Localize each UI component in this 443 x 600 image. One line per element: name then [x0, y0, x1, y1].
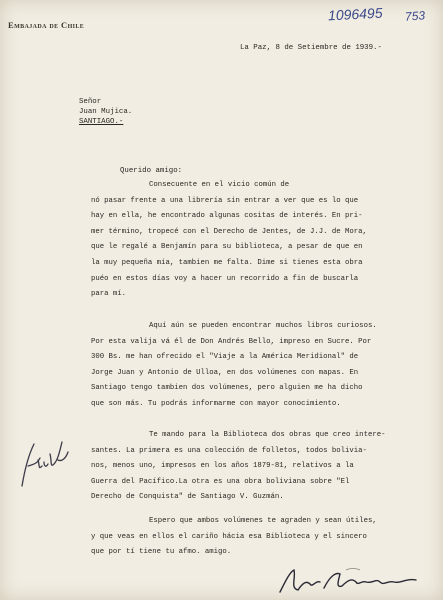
salutation: Querido amigo:: [120, 167, 183, 175]
addressee-line: SANTIAGO.-: [79, 118, 124, 126]
text-line: Espero que ambos volúmenes te agraden y sean útiles,: [149, 517, 377, 525]
paragraph: [91, 428, 401, 506]
text-line: Te mando para la Biblioteca dos obras que creo intere-: [149, 431, 386, 439]
text-line: nos, menos uno, impresos en los años 1879-81, relativos a la: [91, 462, 354, 471]
text-line: que son más. Tu podrás informarme con mayor conocimiento.: [91, 399, 341, 408]
text-line: Consecuente en el vicio común de: [149, 181, 290, 189]
text-line: que le regalé a Benjamín para su biblioteca, a pesar de que en: [91, 243, 363, 252]
text-line: Derecho de Conquista" de Santiago V. Guzmán.: [91, 493, 284, 502]
text-line: santes. La primera es una colección de folletos, todos bolivia-: [91, 446, 367, 455]
addressee-line: Señor: [79, 98, 102, 106]
letterhead: Embajada de Chile: [8, 20, 85, 30]
text-line: Santiago tengo tambien dos volúmenes, pero alguien me ha dicho: [91, 384, 363, 393]
archive-page-number: 753: [404, 8, 426, 24]
text-line: 300 Bs. me han ofrecido el "Viaje a la América Meridional" de: [91, 353, 359, 362]
paragraph: [91, 178, 401, 303]
archive-number: 1096495: [327, 4, 383, 24]
margin-signature: [14, 436, 74, 492]
text-line: Jorge Juan y Antonio de Ulloa, en dos volúmenes con mapas. En: [91, 368, 359, 377]
text-line: para mí.: [91, 290, 127, 299]
addressee-line: Juan Mujica.: [79, 108, 133, 116]
text-line: hay en ella, he encontrado algunas cositas de interés. En pri-: [91, 212, 363, 221]
paragraph: [91, 319, 401, 413]
text-line: mer término, tropecé con el Derecho de Jentes, de J.J. de Mora,: [91, 227, 367, 236]
text-line: y que veas en ellos el cariño hácia esa Biblioteca y el sincero: [91, 532, 367, 541]
text-line: la muy pequeña mía, tambien me falta. Dime si tienes esta obra: [91, 258, 363, 267]
text-line: Guerra del Pacífico.La otra es una obra boliviana sobre "El: [91, 477, 350, 486]
paragraph: [91, 514, 401, 561]
text-line: puéo en estos días voy a hacer un recorrido a fin de buscarla: [91, 274, 359, 283]
text-line: que por tí tiene tu afmo. amigo.: [91, 548, 232, 557]
closing-signature: [276, 566, 426, 596]
date-line: La Paz, 8 de Setiembre de 1939.-: [240, 44, 382, 52]
text-line: nó pasar frente a una librería sin entrar a ver que es lo que: [91, 196, 359, 205]
text-line: Aquí aún se pueden encontrar muchos libros curiosos.: [149, 322, 377, 330]
text-line: Por esta valija vá él de Don Andrés Bello, impreso en Sucre. Por: [91, 337, 372, 346]
